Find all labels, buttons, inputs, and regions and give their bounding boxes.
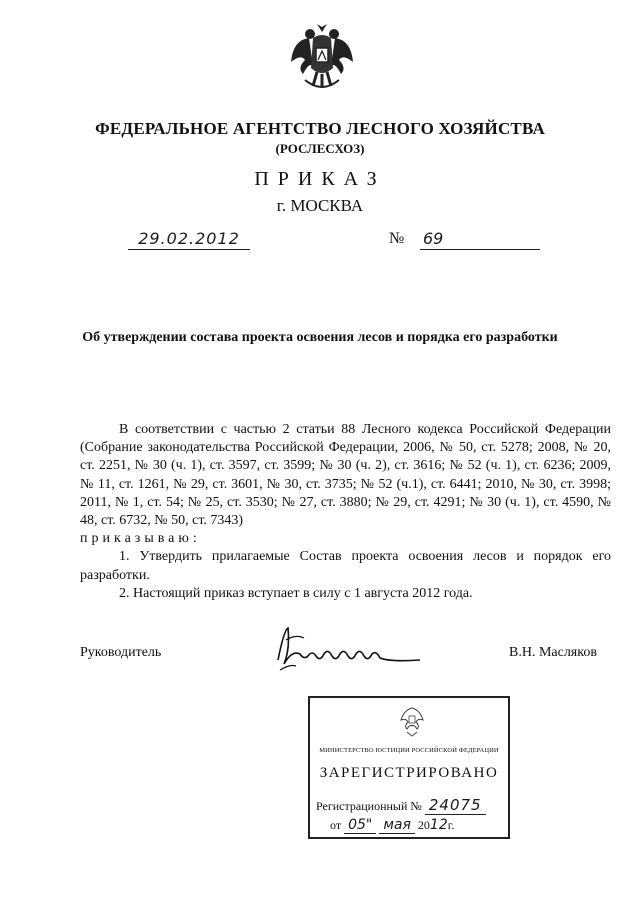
stamp-reg-number: 24075 xyxy=(425,796,486,815)
order-item-1: 1. Утвердить прилагаемые Состав проекта освоения лесов и порядок его разработки. xyxy=(80,549,611,583)
order-item-2: 2. Настоящий приказ вступает в силу с 1 августа 2012 года. xyxy=(119,585,473,601)
order-number: 69 xyxy=(420,229,540,250)
stamp-reg-label: Регистрационный № xyxy=(316,799,422,813)
stamp-registration-number xyxy=(316,796,486,815)
signer-title: Руководитель xyxy=(80,645,162,660)
coat-of-arms-icon xyxy=(287,18,357,96)
stamp-coat-of-arms-icon xyxy=(398,704,426,738)
city: г. МОСКВА xyxy=(276,196,364,215)
preamble-paragraph: В соответствии с частью 2 статьи 88 Лесного кодекса Российской Федерации (Собрание законодательства Российской Федерации, 2006, № 50, ст. 5278; 2008, № 20, ст. 2251, № 30 (ч. 1), ст. 3597, ст. 3599; № 30 (ч. 2), ст. 3616; № 52 (ч. 1), ст. 6236; 2009, № 11, ст. 1261, № 29, ст. 3601, № 30, ст. 3735; № 52 (ч.1), ст. 6441; 2010, № 30, ст. 3998; 2011, № 1, ст. 54; № 25, ст. 3530; № 27, ст. 3880; № 29, ст. 4291; № 30 (ч. 1), ст. 4590, № 48, ст. 6732, № 50, ст. 7343) xyxy=(80,422,611,529)
stamp-date-year-prefix: 20 xyxy=(417,818,430,832)
agency-short-name: (РОСЛЕСХОЗ) xyxy=(275,141,365,156)
order-date: 29.02.2012 xyxy=(128,229,250,250)
stamp-date-prefix: от xyxy=(330,818,342,832)
stamp-ministry: МИНИСТЕРСТВО ЮСТИЦИИ РОССИЙСКОЙ ФЕДЕРАЦИИ xyxy=(319,747,499,754)
document-type: ПРИКАЗ xyxy=(254,168,386,190)
handwritten-signature xyxy=(270,620,430,680)
registration-stamp xyxy=(308,696,510,839)
stamp-date-year: 12 xyxy=(429,817,448,833)
order-verb: приказываю: xyxy=(80,531,201,547)
order-body xyxy=(80,421,611,603)
stamp-date-month: мая xyxy=(379,817,415,834)
stamp-registered: ЗАРЕГИСТРИРОВАНО xyxy=(319,765,499,781)
order-subject: Об утверждении состава проекта освоения лесов и порядка его разработки xyxy=(82,330,558,345)
stamp-date xyxy=(330,817,454,834)
agency-name: ФЕДЕРАЛЬНОЕ АГЕНТСТВО ЛЕСНОГО ХОЗЯЙСТВА xyxy=(95,119,545,138)
order-number-label: № xyxy=(389,230,405,247)
signer-name: В.Н. Масляков xyxy=(509,645,597,660)
stamp-date-year-suffix: г. xyxy=(447,818,455,832)
stamp-date-day: 05" xyxy=(344,817,376,834)
